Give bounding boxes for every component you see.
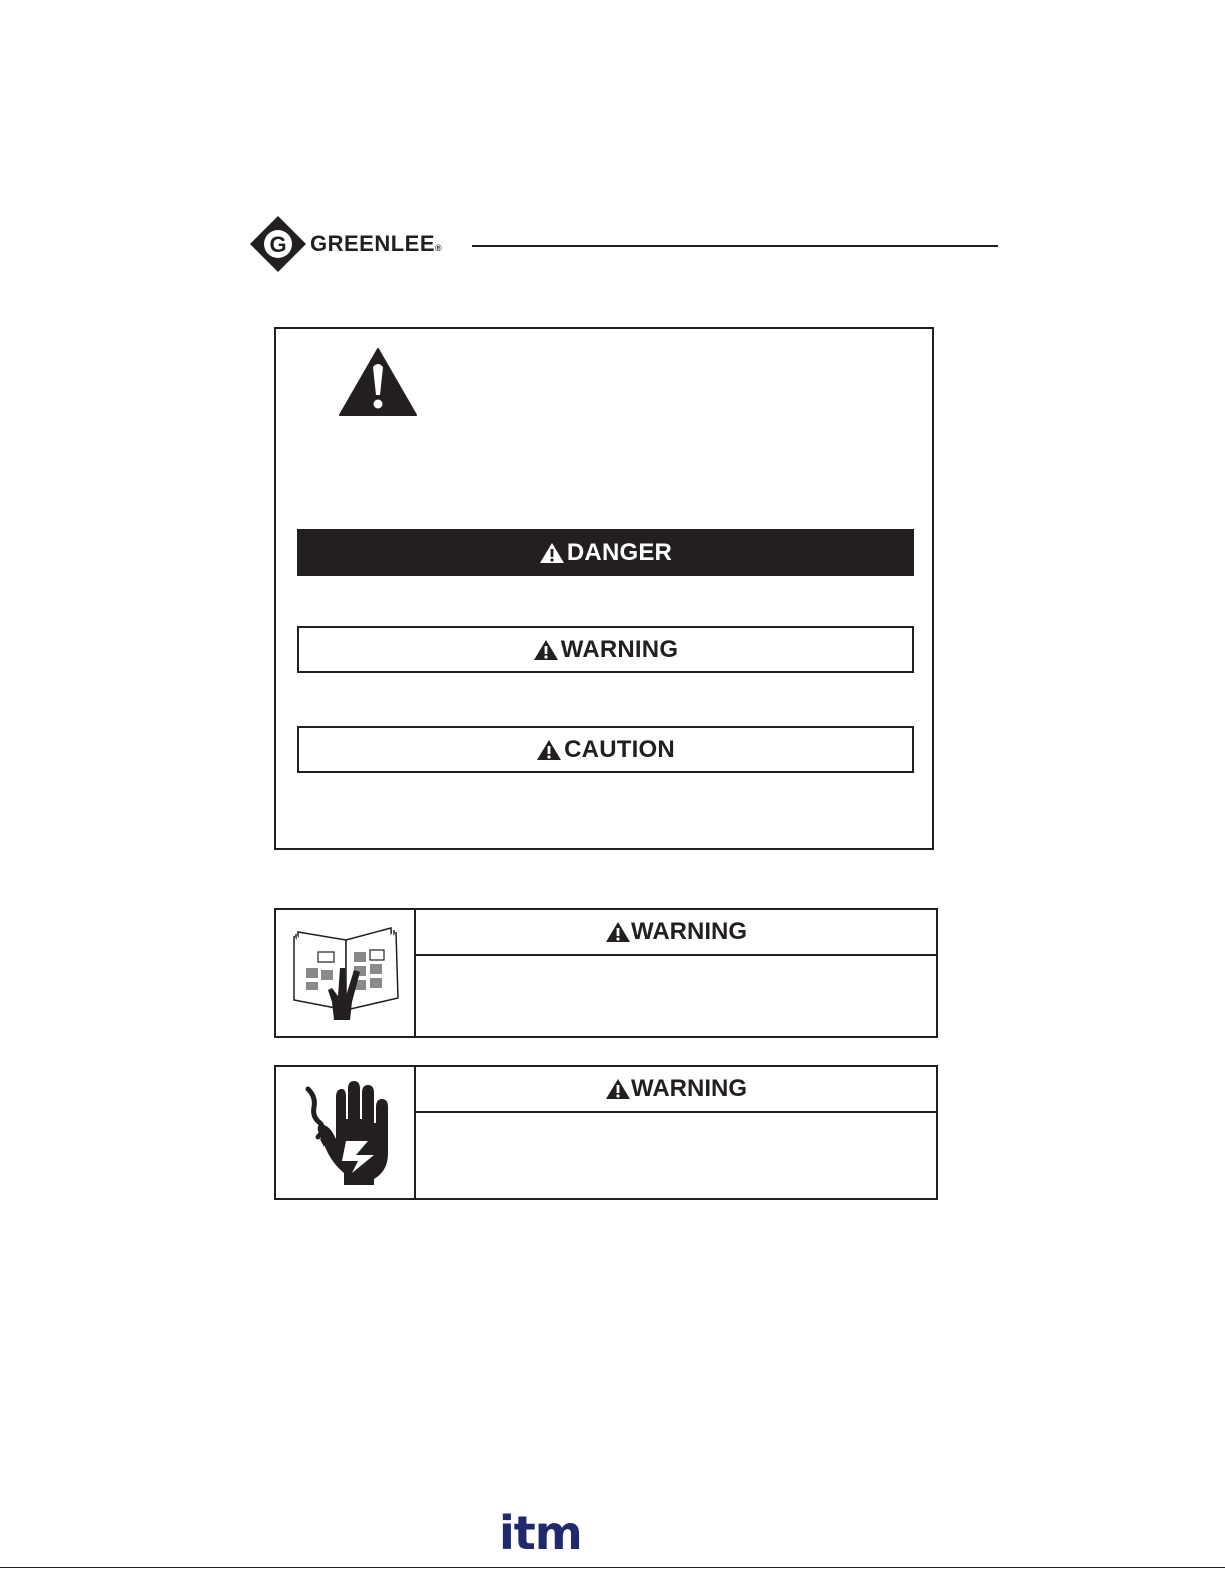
danger-alert-icon — [539, 542, 565, 564]
brand-name-text: GREENLEE — [310, 231, 436, 256]
panel-1-header — [414, 908, 938, 956]
warning-alert-icon — [605, 921, 631, 943]
warning-alert-icon — [533, 639, 559, 661]
safety-alert-triangle-icon — [338, 347, 418, 417]
panel-1-label: WARNING — [631, 918, 747, 945]
greenlee-logo — [248, 215, 458, 273]
brand-mark: G — [269, 232, 287, 257]
warning-panel-electric-shock — [274, 1065, 938, 1200]
registered-mark: ® — [435, 243, 443, 253]
caution-signal-bar — [297, 726, 914, 773]
danger-signal-bar — [297, 529, 914, 576]
warning-label: WARNING — [560, 635, 679, 663]
panel-2-header — [414, 1065, 938, 1113]
caution-label: CAUTION — [564, 735, 675, 763]
greenlee-diamond-icon — [248, 215, 308, 273]
danger-label: DANGER — [566, 538, 673, 566]
warning-signal-bar — [297, 626, 914, 673]
itm-logo-text: itm — [499, 1506, 582, 1560]
itm-logo — [499, 1506, 591, 1560]
caution-alert-icon — [536, 739, 562, 761]
bottom-rule — [0, 1567, 1225, 1568]
read-manual-icon — [276, 910, 413, 1035]
warning-panel-read-manual — [274, 908, 938, 1038]
panel-2-label: WARNING — [631, 1075, 747, 1102]
header-rule — [472, 245, 998, 247]
panel-icon-cell — [274, 1065, 416, 1200]
electric-shock-icon — [276, 1067, 413, 1197]
panel-icon-cell — [274, 908, 416, 1038]
panel-1-body — [414, 954, 938, 1038]
brand-name — [310, 231, 442, 257]
panel-2-body — [414, 1111, 938, 1200]
warning-alert-icon — [605, 1078, 631, 1100]
